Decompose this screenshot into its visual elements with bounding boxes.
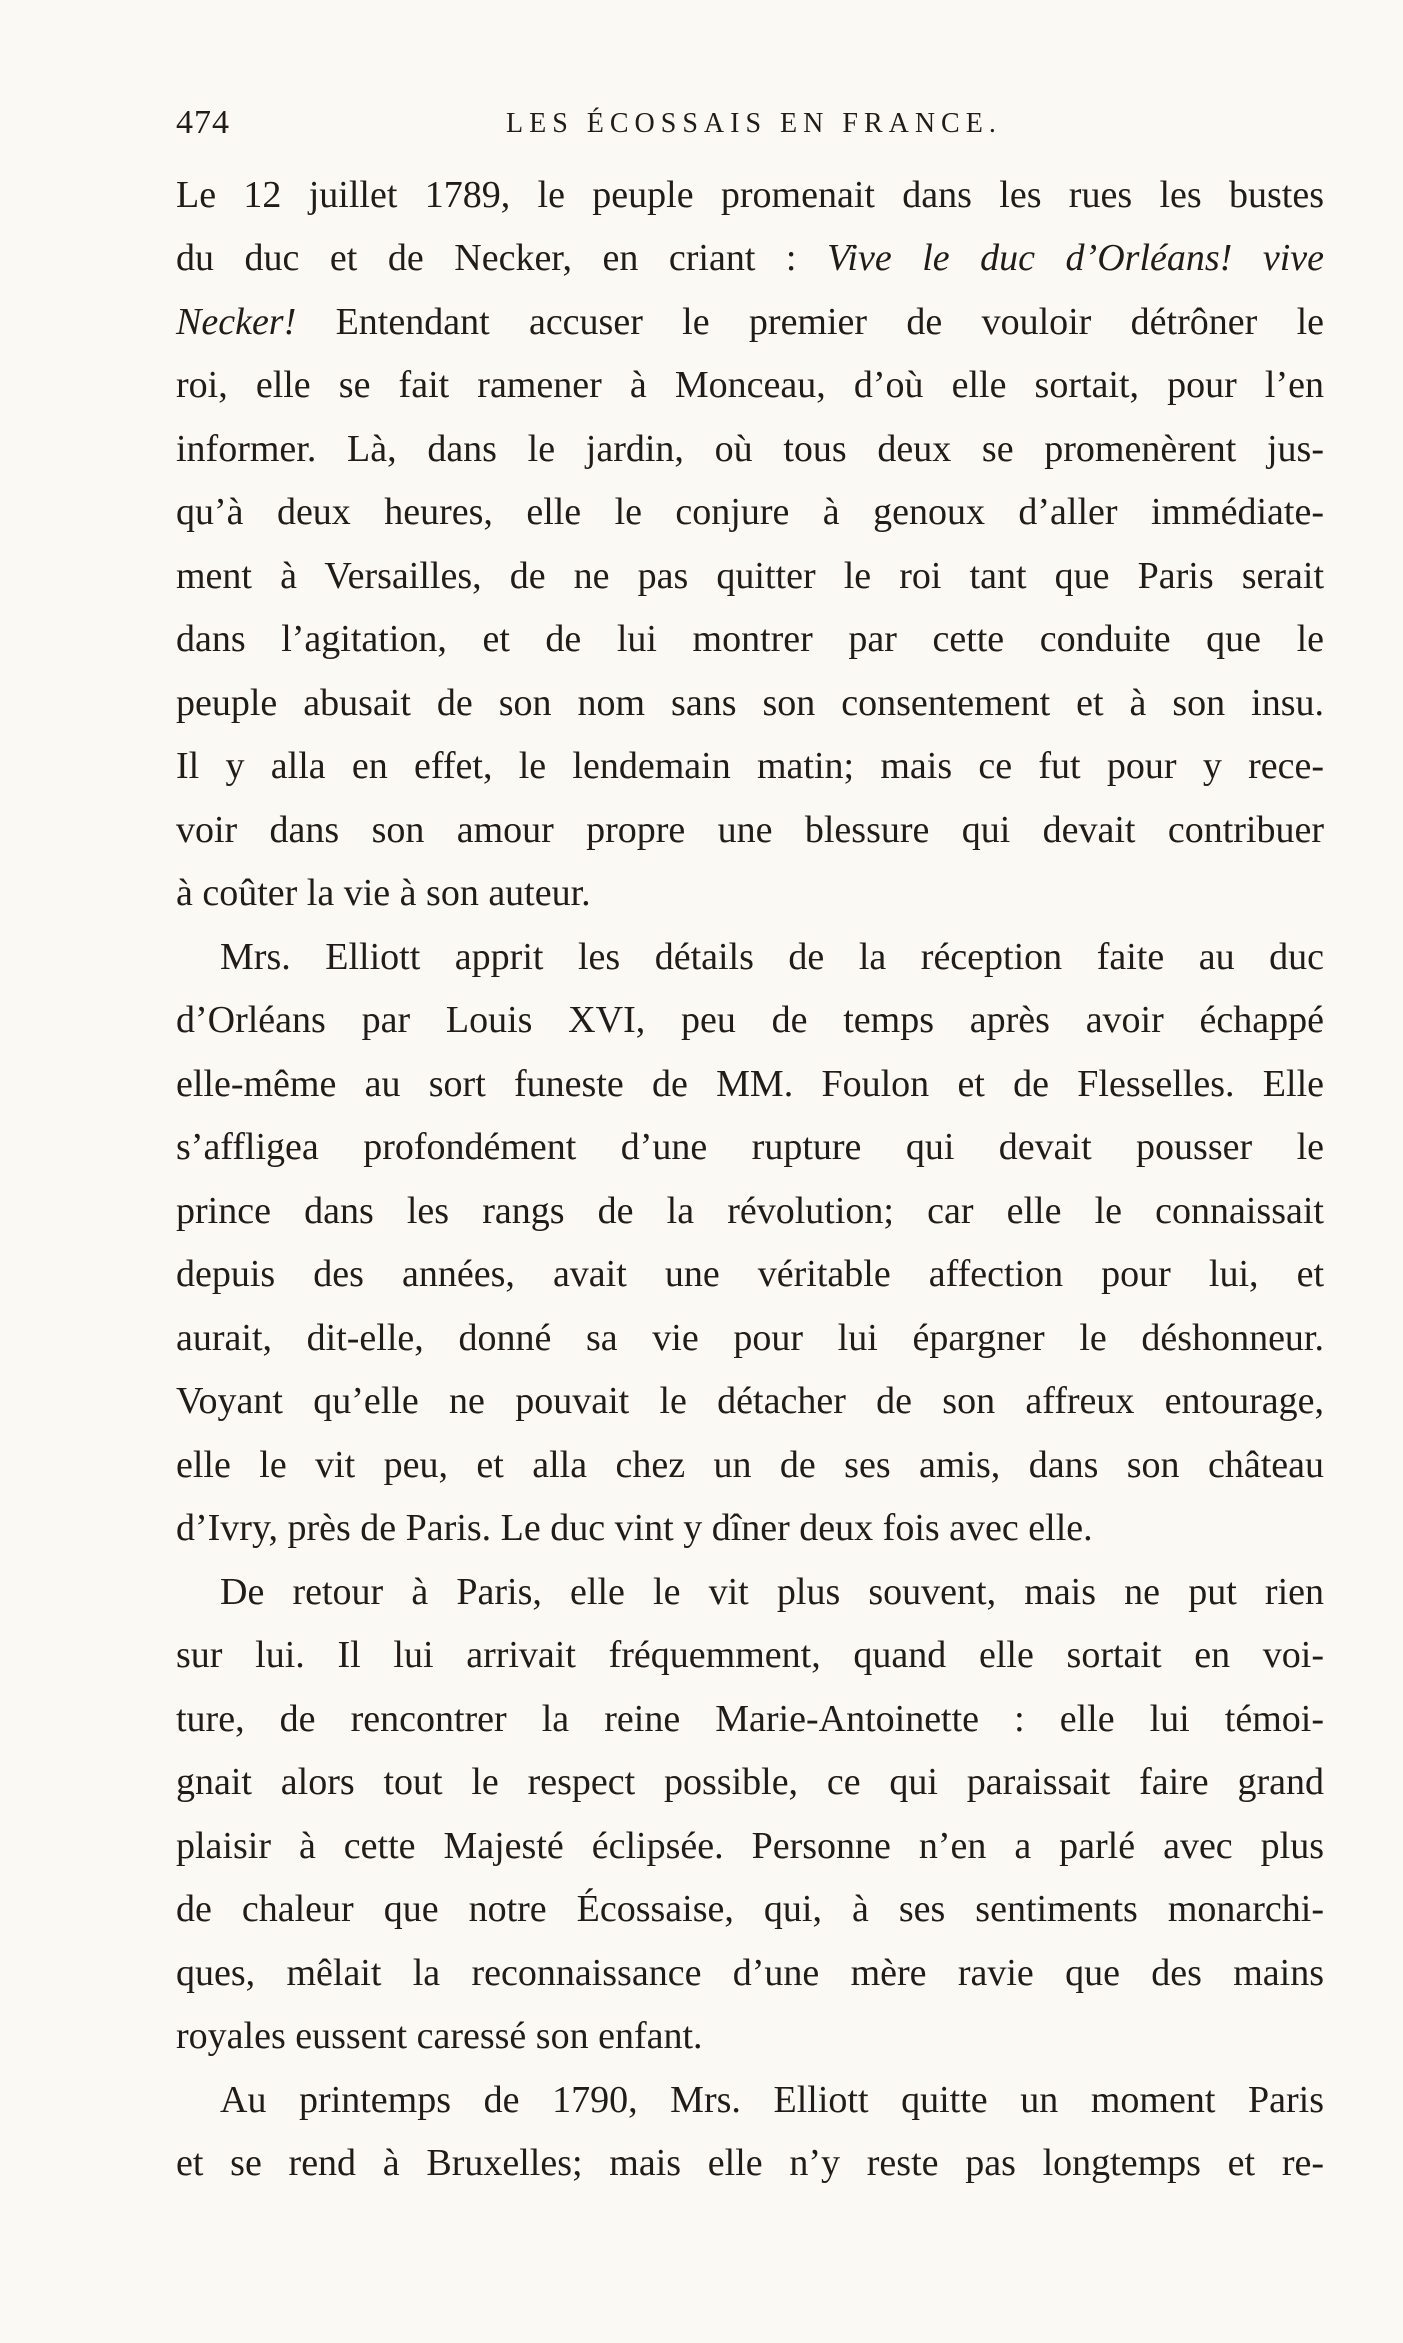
- text-line: et se rend à Bruxelles; mais elle n’y reste pas longtemps et re-: [176, 2142, 1324, 2184]
- text-line: d’Ivry, près de Paris. Le duc vint y dîner deux fois avec elle.: [176, 1507, 1093, 1549]
- text-line: s’affligea profondément d’une rupture qui devait pousser le: [176, 1126, 1324, 1168]
- text-line: d’Orléans par Louis XVI, peu de temps après avoir échappé: [176, 999, 1324, 1041]
- text-line: Voyant qu’elle ne pouvait le détacher de son affreux entourage,: [176, 1380, 1324, 1422]
- text-line: voir dans son amour propre une blessure qui devait contribuer: [176, 809, 1324, 851]
- text-line: Le 12 juillet 1789, le peuple promenait dans les rues les bustes: [176, 174, 1324, 216]
- text-line: de chaleur que notre Écossaise, qui, à ses sentiments monarchi-: [176, 1888, 1324, 1930]
- text-line: aurait, dit-elle, donné sa vie pour lui épargner le déshonneur.: [176, 1317, 1324, 1359]
- text-line: prince dans les rangs de la révolution; car elle le connaissait: [176, 1190, 1324, 1232]
- text-line: gnait alors tout le respect possible, ce qui paraissait faire grand: [176, 1761, 1324, 1803]
- text-line: Necker! Entendant accuser le premier de vouloir détrôner le: [176, 301, 1324, 343]
- text-line: ques, mêlait la reconnaissance d’une mère ravie que des mains: [176, 1952, 1324, 1994]
- text-line: ture, de rencontrer la reine Marie-Antoinette : elle lui témoi-: [176, 1698, 1324, 1740]
- text-line: De retour à Paris, elle le vit plus souvent, mais ne put rien: [220, 1571, 1324, 1613]
- text-line: plaisir à cette Majesté éclipsée. Personne n’en a parlé avec plus: [176, 1825, 1324, 1867]
- text-line: royales eussent caressé son enfant.: [176, 2015, 703, 2057]
- text-line: ment à Versailles, de ne pas quitter le roi tant que Paris serait: [176, 555, 1324, 597]
- text-line: du duc et de Necker, en criant : Vive le duc d’Orléans! vive: [176, 237, 1324, 279]
- text-line: depuis des années, avait une véritable affection pour lui, et: [176, 1253, 1324, 1295]
- text-line: qu’à deux heures, elle le conjure à genoux d’aller immédiate-: [176, 491, 1324, 533]
- running-title: LES ÉCOSSAIS EN FRANCE.: [506, 108, 1002, 139]
- running-head: [176, 104, 1324, 150]
- text-line: dans l’agitation, et de lui montrer par cette conduite que le: [176, 618, 1324, 660]
- text-line: à coûter la vie à son auteur.: [176, 872, 591, 914]
- text-line: elle-même au sort funeste de MM. Foulon et de Flesselles. Elle: [176, 1063, 1324, 1105]
- text-line: Mrs. Elliott apprit les détails de la réception faite au duc: [220, 936, 1324, 978]
- text-line: peuple abusait de son nom sans son consentement et à son insu.: [176, 682, 1324, 724]
- text-line: Il y alla en effet, le lendemain matin; mais ce fut pour y rece-: [176, 745, 1324, 787]
- text-line: sur lui. Il lui arrivait fréquemment, quand elle sortait en voi-: [176, 1634, 1324, 1676]
- page-number: 474: [176, 104, 230, 141]
- text-line: elle le vit peu, et alla chez un de ses amis, dans son château: [176, 1444, 1324, 1486]
- text-line: Au printemps de 1790, Mrs. Elliott quitte un moment Paris: [220, 2079, 1324, 2121]
- text-line: informer. Là, dans le jardin, où tous deux se promenèrent jus-: [176, 428, 1324, 470]
- text-line: roi, elle se fait ramener à Monceau, d’où elle sortait, pour l’en: [176, 364, 1324, 406]
